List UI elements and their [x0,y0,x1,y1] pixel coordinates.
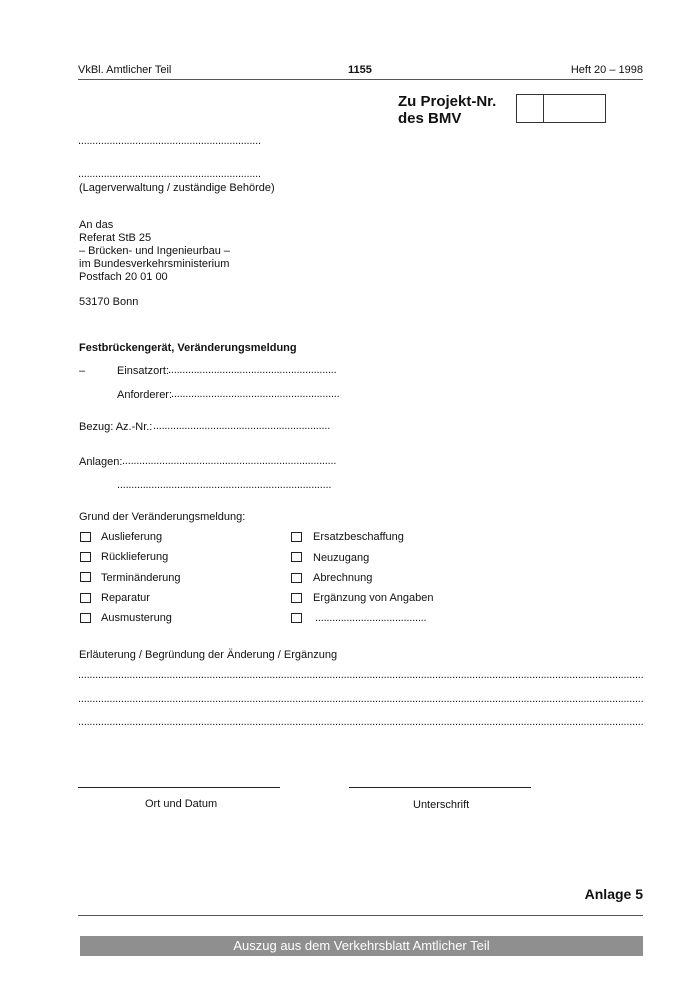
anlagen-field-1[interactable]: ........................................................................... [122,455,337,467]
reason-reparatur: Reparatur [101,592,150,604]
address-line-3: – Brücken- und Ingenieurbau – [79,245,231,257]
place-date-label: Ort und Datum [145,798,218,810]
project-number-box[interactable] [516,94,606,123]
page-number: 1155 [348,64,372,76]
address-line-5: Postfach 20 01 00 [79,271,168,283]
signature-line[interactable] [349,787,531,788]
reason-abrechnung: Abrechnung [313,572,373,584]
reason-ausmusterung: Ausmusterung [101,612,172,624]
bezug-label: Bezug: Az.-Nr.: [79,421,153,433]
checkbox-ruecklieferung[interactable] [80,552,91,562]
checkbox-other[interactable] [291,613,302,623]
checkbox-reparatur[interactable] [80,593,91,603]
explanation-line-1[interactable]: ...................................................................................................................................................................................................... [78,669,644,681]
reason-neuzugang: Neuzugang [313,552,370,564]
signature-label: Unterschrift [413,799,470,811]
place-date-line[interactable] [78,787,280,788]
reason-ergaenzung: Ergänzung von Angaben [313,592,434,604]
footer-rule [78,915,643,916]
project-line-2: des BMV [398,110,462,127]
sender-field-2[interactable]: ................................................................ [78,168,261,180]
reason-auslieferung: Auslieferung [101,531,163,543]
checkbox-ergaenzung[interactable] [291,593,302,603]
einsatzort-label: Einsatzort: [117,365,169,377]
address-line-1: An das [79,219,114,231]
bezug-field[interactable]: .............................................................. [153,420,331,432]
explanation-line-3[interactable]: ...................................................................................................................................................................................................... [78,716,644,728]
checkbox-neuzugang[interactable] [291,552,302,562]
address-city: 53170 Bonn [79,296,139,308]
checkbox-ersatzbeschaffung[interactable] [291,532,302,542]
sender-label: (Lagerverwaltung / zuständige Behörde) [79,182,275,194]
checkbox-terminaenderung[interactable] [80,572,91,582]
anforderer-label: Anforderer: [117,389,173,401]
sender-field-1[interactable]: ................................................................ [78,135,261,147]
project-line-1: Zu Projekt-Nr. [398,93,497,110]
explanation-line-2[interactable]: ...................................................................................................................................................................................................... [78,693,644,705]
checkbox-abrechnung[interactable] [291,573,302,583]
anlagen-field-2[interactable]: ........................................................................... [117,479,332,491]
reason-title: Grund der Veränderungsmeldung: [79,511,246,523]
header-right: Heft 20 – 1998 [570,64,643,76]
header-rule [78,79,643,80]
anlage-label: Anlage 5 [584,886,643,902]
header-left: VkBl. Amtlicher Teil [78,64,172,76]
subject-heading: Festbrückengerät, Veränderungsmeldung [79,342,297,354]
reason-terminaenderung: Terminänderung [101,572,181,584]
project-box-divider [543,95,544,122]
explanation-title: Erläuterung / Begründung der Änderung / Ergänzung [79,649,338,661]
address-line-2: Referat StB 25 [79,232,152,244]
field-dash: – [79,365,86,377]
checkbox-ausmusterung[interactable] [80,613,91,623]
footer-banner: Auszug aus dem Verkehrsblatt Amtlicher Teil [80,936,643,956]
reason-other-field[interactable]: ....................................... [315,612,427,624]
anforderer-field[interactable]: ........................................................... [171,388,340,400]
anlagen-label: Anlagen: [79,456,123,468]
address-line-4: im Bundesverkehrsministerium [79,258,230,270]
reason-ruecklieferung: Rücklieferung [101,551,169,563]
reason-ersatzbeschaffung: Ersatzbeschaffung [313,531,404,543]
checkbox-auslieferung[interactable] [80,532,91,542]
einsatzort-field[interactable]: ........................................................... [168,364,337,376]
